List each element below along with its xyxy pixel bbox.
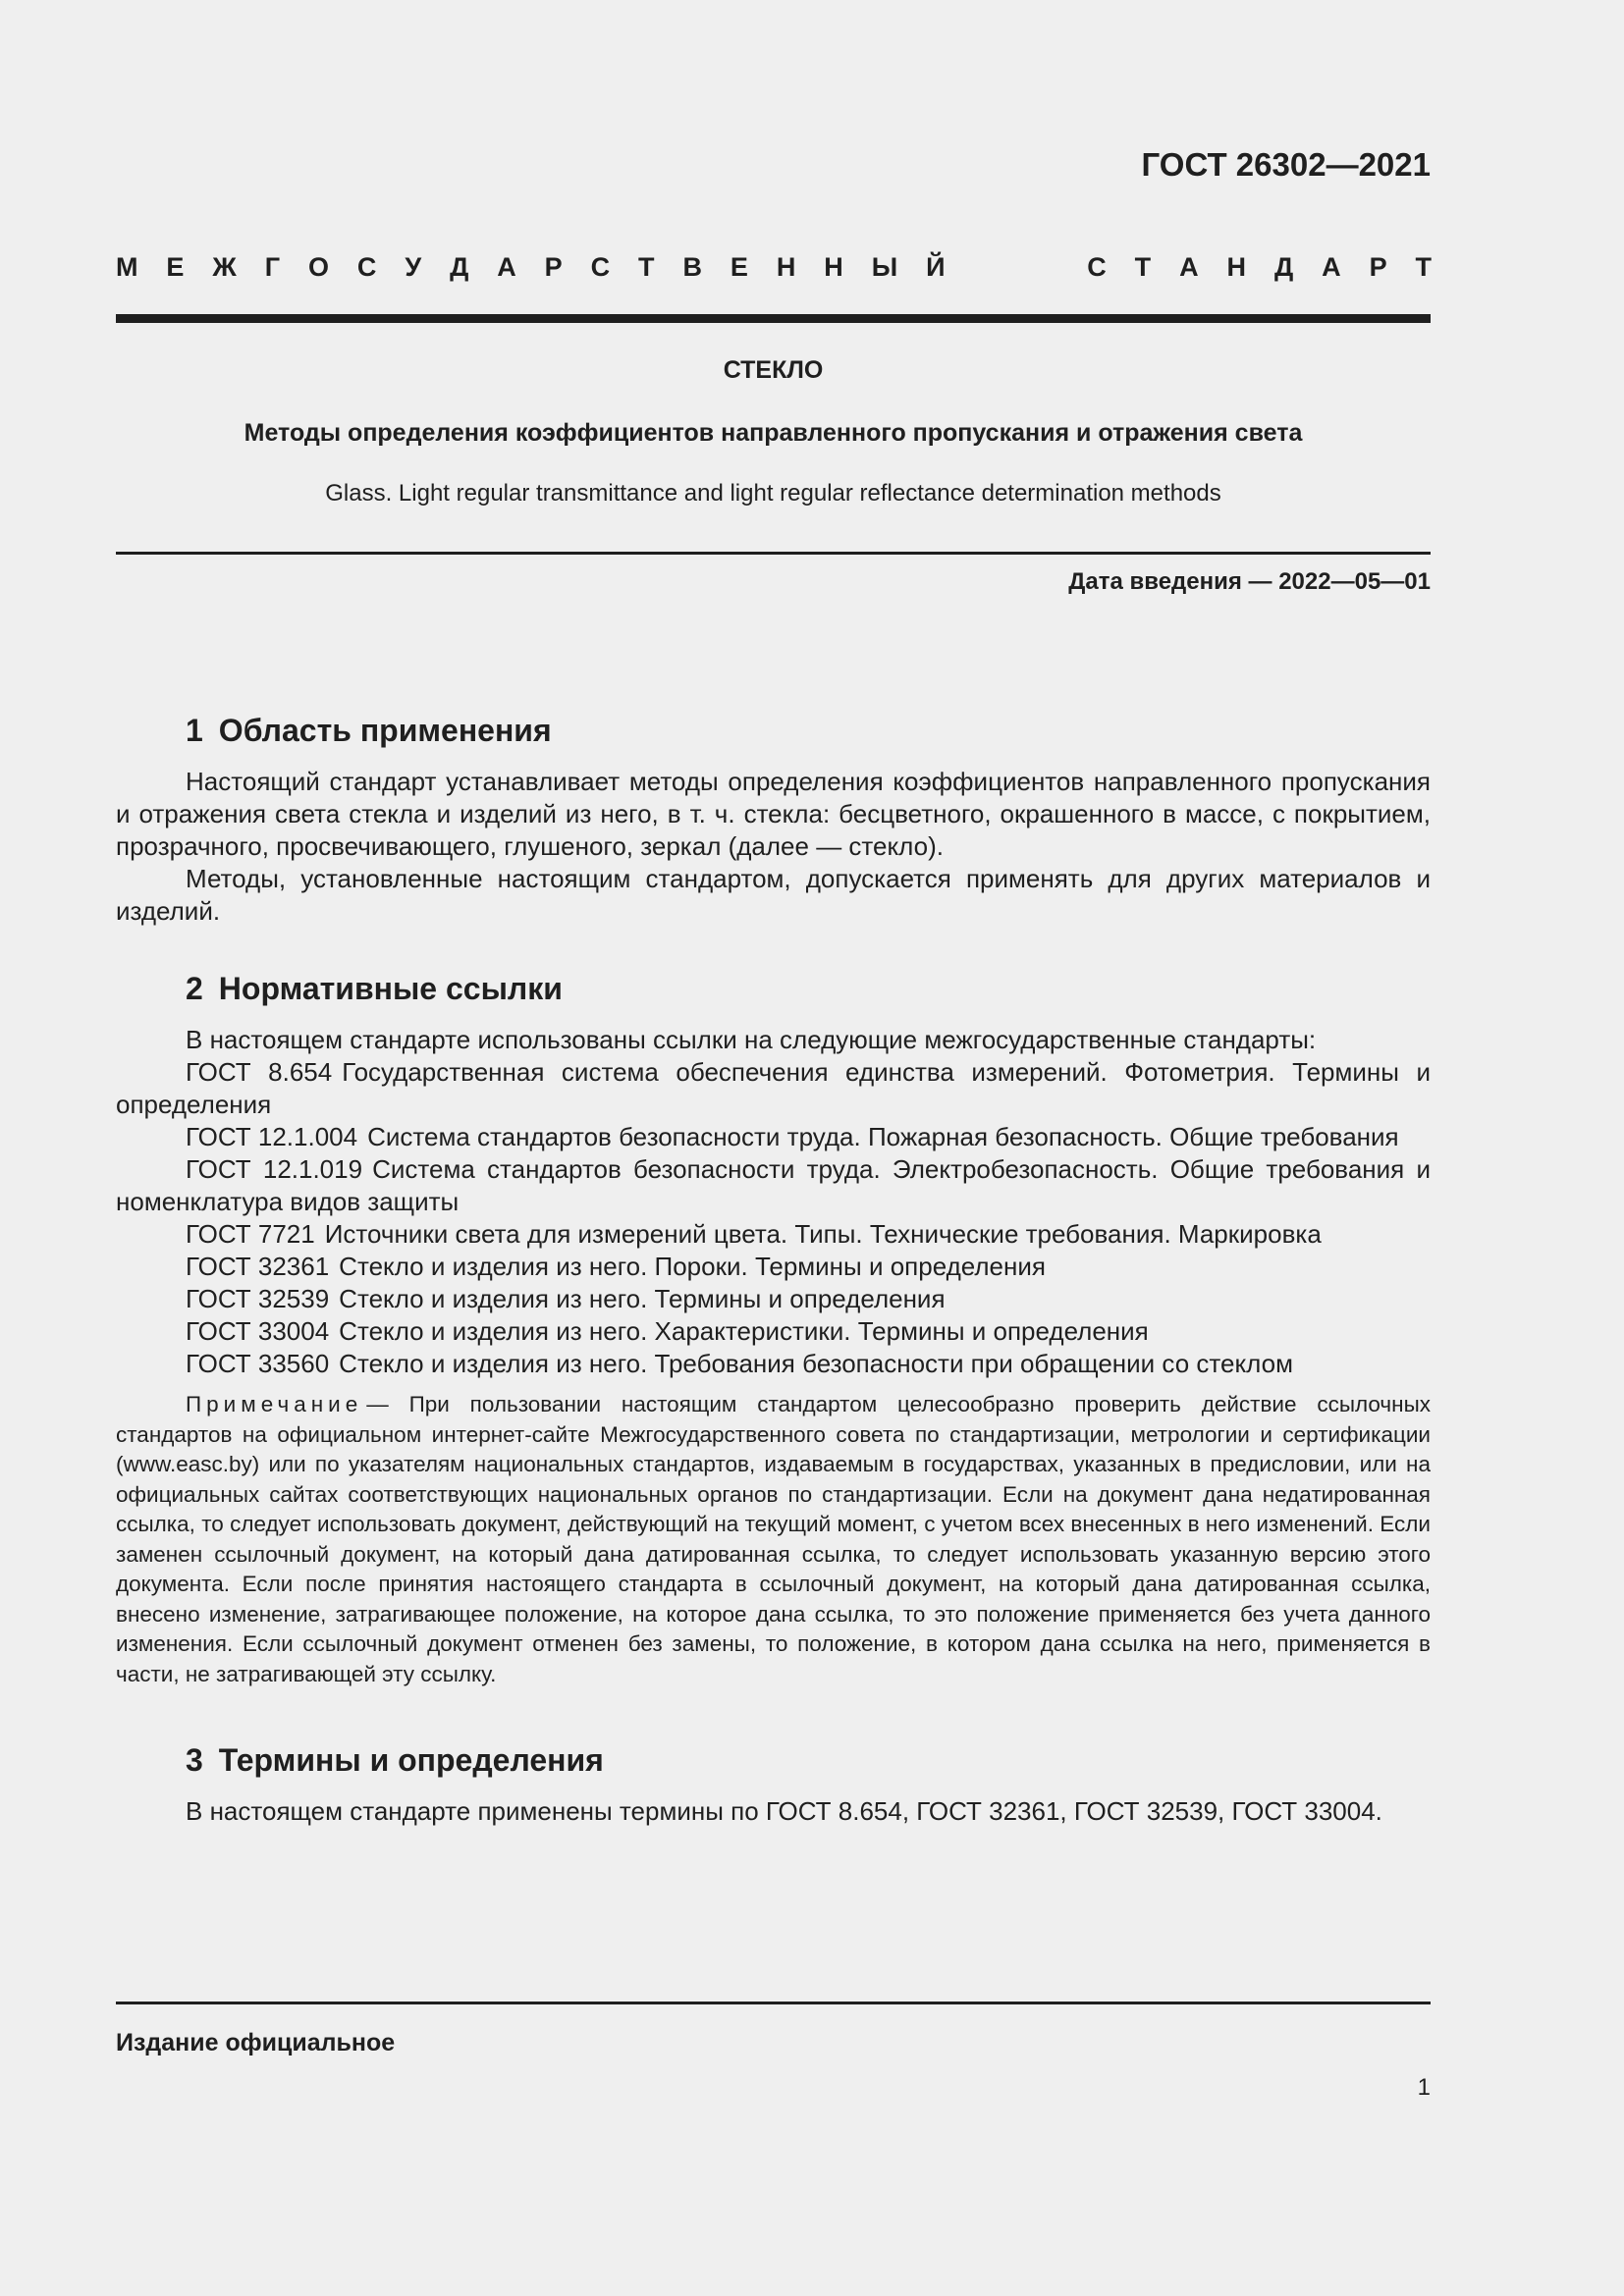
section-number: 3 — [186, 1742, 203, 1778]
section-number: 2 — [186, 971, 203, 1006]
section-title: Нормативные ссылки — [218, 971, 563, 1006]
reference-item — [116, 1121, 1431, 1153]
header-thick-rule — [116, 314, 1431, 323]
reference-code: ГОСТ 12.1.004 — [186, 1122, 358, 1151]
reference-item — [116, 1153, 1431, 1218]
official-edition-label: Издание официальное — [116, 2029, 396, 2056]
document-body — [116, 709, 1431, 1828]
standard-type-word: М Е Ж Г О С У Д А Р С Т В Е Н Н Ы Й — [116, 252, 946, 282]
reference-title: Стекло и изделия из него. Пороки. Термины и определения — [339, 1252, 1046, 1281]
reference-title: Система стандартов безопасности труда. Электробезопасность. Общие требования и номенклатура видов защиты — [116, 1154, 1431, 1216]
reference-title: Стекло и изделия из него. Термины и определения — [339, 1284, 946, 1313]
title-bottom-rule — [116, 552, 1431, 555]
page-number: 1 — [1417, 2074, 1431, 2101]
document-title-english: Glass. Light regular transmittance and light regular reflectance determination methods — [325, 480, 1221, 507]
reference-title: Система стандартов безопасности труда. Пожарная безопасность. Общие требования — [367, 1122, 1399, 1151]
section-title: Область применения — [218, 713, 552, 748]
standard-type-text — [116, 252, 1432, 282]
reference-item — [116, 1283, 1431, 1315]
reference-code: ГОСТ 12.1.019 — [186, 1154, 363, 1184]
reference-item — [116, 1218, 1431, 1251]
reference-title: Стекло и изделия из него. Характеристики. Термины и определения — [339, 1316, 1149, 1346]
reference-item — [116, 1315, 1431, 1348]
section-2-heading — [116, 967, 1431, 1010]
footer-rule — [116, 2002, 1431, 2004]
section-1-paragraph-2: Методы, установленные настоящим стандартом, допускается применять для других материалов и изделий. — [116, 864, 1431, 926]
section-title: Термины и определения — [218, 1742, 604, 1778]
reference-title: Государственная система обеспечения единства измерений. Фотометрия. Термины и определения — [116, 1057, 1431, 1119]
section-2-intro: В настоящем стандарте использованы ссылки на следующие межгосударственные стандарты: — [186, 1025, 1317, 1054]
standard-type-heading — [116, 250, 1432, 284]
reference-item — [116, 1251, 1431, 1283]
reference-item — [116, 1348, 1431, 1380]
references-note — [116, 1390, 1431, 1689]
section-3-paragraph-1: В настоящем стандарте применены термины по ГОСТ 8.654, ГОСТ 32361, ГОСТ 32539, ГОСТ 33004. — [186, 1796, 1382, 1826]
document-title: СТЕКЛО — [723, 356, 824, 384]
section-number: 1 — [186, 713, 203, 748]
reference-item — [116, 1056, 1431, 1121]
note-text: — При пользовании настоящим стандартом целесообразно проверить действие ссылочных стандартов на официальном интернет-сайте Межгосударственного совета по стандартизации, метрологии и сертификации (www.easc.by) или по указателям национальных стандартов, издаваемым в государствах, указанных в предисловии, или на официальных сайтах соответствующих национальных органов по стандартизации. Если на документ дана недатированная ссылка, то следует использовать документ, действующий на текущий момент, с учетом всех внесенных в него изменений. Если заменен ссылочный документ, на который дана датированная ссылка, то следует использовать указанную версию этого документа. Если после принятия настоящего стандарта в ссылочный документ, на который дана датированная ссылка, внесено изменение, затрагивающее положение, на которое дана ссылка, то это положение применяется без учета данного изменения. Если ссылочный документ отменен без замены, то положение, в котором дана ссылка на него, применяется в части, не затрагивающей эту ссылку. — [116, 1392, 1431, 1686]
document-subtitle: Методы определения коэффициентов направленного пропускания и отражения света — [244, 419, 1303, 447]
reference-code: ГОСТ 8.654 — [186, 1057, 333, 1087]
reference-code: ГОСТ 7721 — [186, 1219, 315, 1249]
section-3-heading — [116, 1738, 1431, 1782]
reference-code: ГОСТ 32539 — [186, 1284, 330, 1313]
introduction-date: Дата введения — 2022—05—01 — [1068, 568, 1431, 595]
normative-references-list — [116, 1056, 1431, 1380]
gost-number: ГОСТ 26302—2021 — [1141, 146, 1431, 183]
reference-code: ГОСТ 33004 — [186, 1316, 330, 1346]
standard-type-word: С Т А Н Д А Р Т — [1087, 252, 1433, 282]
reference-code: ГОСТ 32361 — [186, 1252, 330, 1281]
reference-title: Стекло и изделия из него. Требования безопасности при обращении со стеклом — [339, 1349, 1293, 1378]
reference-code: ГОСТ 33560 — [186, 1349, 330, 1378]
note-label: Примечание — [186, 1392, 363, 1416]
section-1-paragraph-1: Настоящий стандарт устанавливает методы определения коэффициентов направленного пропускания и отражения света стекла и изделий из него, в т. ч. стекла: бесцветного, окрашенного в массе, с покрытием, прозрачного, просвечивающего, глушеного, зеркал (далее — стекло). — [116, 767, 1431, 861]
section-1-heading — [116, 709, 1431, 752]
reference-title: Источники света для измерений цвета. Типы. Технические требования. Маркировка — [324, 1219, 1322, 1249]
